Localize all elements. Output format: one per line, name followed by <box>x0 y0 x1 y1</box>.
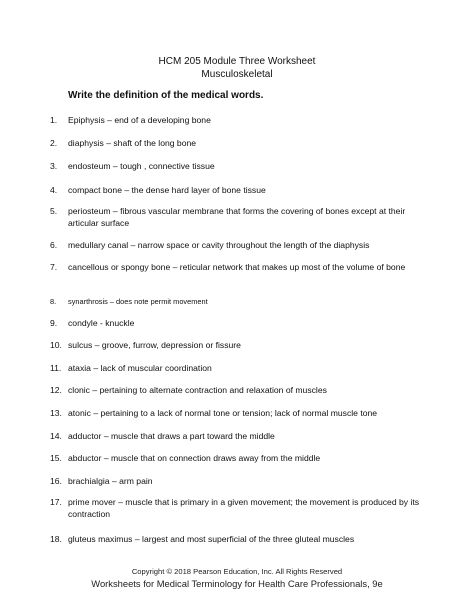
item-text: prime mover – muscle that is primary in a given movement; the movement is produced by its contraction <box>68 497 420 519</box>
instruction-text: Write the definition of the medical words. <box>68 90 264 101</box>
list-item <box>50 138 430 150</box>
item-text: ataxia – lack of muscular coordination <box>68 363 212 373</box>
item-number: 15. <box>50 453 62 463</box>
worksheet-header <box>0 55 474 81</box>
item-text: brachialgia – arm pain <box>68 476 153 486</box>
item-number: 8. <box>50 297 57 306</box>
list-item <box>50 340 430 352</box>
item-text: cancellous or spongy bone – reticular network that makes up most of the volume of bone <box>68 262 406 272</box>
item-number: 9. <box>50 318 58 328</box>
item-number: 4. <box>50 185 58 195</box>
list-item <box>50 408 430 420</box>
item-text: periosteum – fibrous vascular membrane that forms the covering of bones except at their articular surface <box>68 206 406 228</box>
item-number: 6. <box>50 240 58 250</box>
item-number: 5. <box>50 206 58 216</box>
item-number: 10. <box>50 340 62 350</box>
list-item <box>50 476 430 488</box>
item-number: 13. <box>50 408 62 418</box>
list-item <box>50 161 430 173</box>
item-text: clonic – pertaining to alternate contraction and relaxation of muscles <box>68 385 327 395</box>
item-number: 18. <box>50 534 62 544</box>
item-number: 14. <box>50 431 62 441</box>
item-text: sulcus – groove, furrow, depression or fissure <box>68 340 241 350</box>
item-number: 11. <box>50 363 62 373</box>
book-title-footer: Worksheets for Medical Terminology for Health Care Professionals, 9e <box>91 578 383 589</box>
copyright-notice: Copyright © 2018 Pearson Education, Inc. All Rights Reserved <box>131 567 343 576</box>
list-item <box>50 296 430 308</box>
item-text: adductor – muscle that draws a part toward the middle <box>68 431 275 441</box>
item-number: 12. <box>50 385 62 395</box>
list-item <box>50 115 430 127</box>
list-item <box>50 206 430 229</box>
item-text: Epiphysis – end of a developing bone <box>68 115 211 125</box>
item-number: 1. <box>50 115 58 125</box>
item-text: diaphysis – shaft of the long bone <box>68 138 197 148</box>
list-item <box>50 497 430 520</box>
list-item <box>50 363 430 375</box>
item-number: 3. <box>50 161 58 171</box>
item-text: condyle - knuckle <box>68 318 135 328</box>
item-number: 16. <box>50 476 62 486</box>
item-text: medullary canal – narrow space or cavity throughout the length of the diaphysis <box>68 240 370 250</box>
list-item <box>50 385 430 397</box>
list-item <box>50 318 430 330</box>
item-text: endosteum – tough , connective tissue <box>68 161 215 171</box>
list-item <box>50 453 430 465</box>
list-item <box>50 240 430 252</box>
worksheet-subtitle: Musculoskeletal <box>201 69 273 80</box>
item-number: 7. <box>50 262 58 272</box>
worksheet-title: HCM 205 Module Three Worksheet <box>158 56 316 67</box>
item-text: compact bone – the dense hard layer of bone tissue <box>68 185 266 195</box>
item-text: synarthrosis – does note permit movement <box>68 297 208 306</box>
item-text: abductor – muscle that on connection draws away from the middle <box>68 453 321 463</box>
item-text: gluteus maximus – largest and most superficial of the three gluteal muscles <box>68 534 355 544</box>
list-item <box>50 262 430 274</box>
item-number: 2. <box>50 138 58 148</box>
list-item <box>50 431 430 443</box>
list-item <box>50 534 430 546</box>
item-text: atonic – pertaining to a lack of normal tone or tension; lack of normal muscle tone <box>68 408 378 418</box>
list-item <box>50 185 430 197</box>
item-number: 17. <box>50 497 62 507</box>
